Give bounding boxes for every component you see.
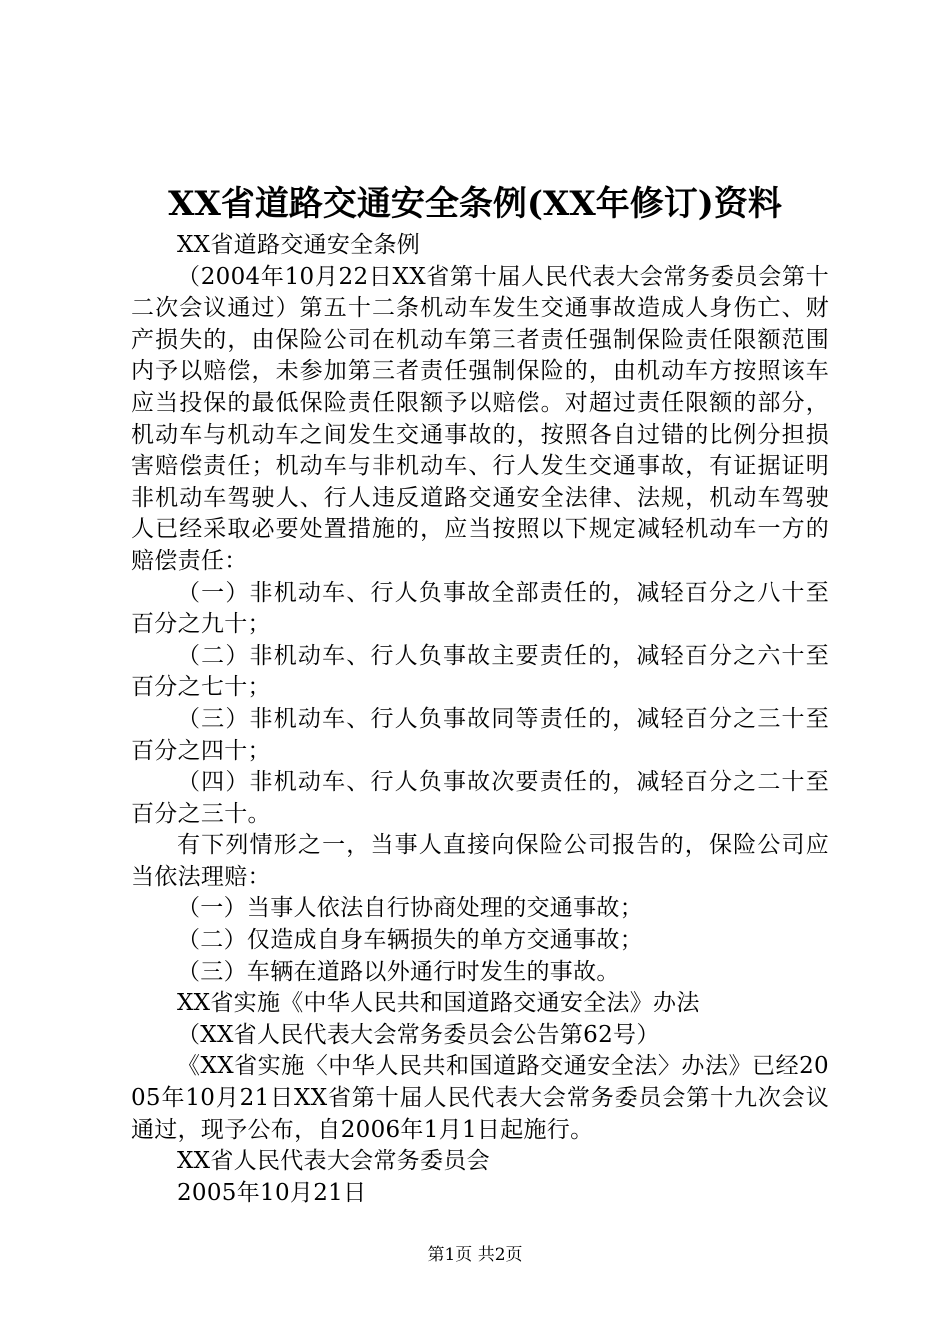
list-item: （四）非机动车、行人负事故次要责任的，减轻百分之二十至百分之三十。 — [131, 769, 829, 827]
paragraph: 有下列情形之一，当事人直接向保险公司报告的，保险公司应当依法理赔： — [131, 832, 829, 890]
list-item: （三）车辆在道路以外通行时发生的事故。 — [177, 958, 620, 985]
signature-date: 2005年10月21日 — [177, 1179, 367, 1206]
document-body — [131, 230, 829, 1209]
list-item: （一）当事人依法自行协商处理的交通事故； — [177, 895, 643, 922]
paragraph: 《XX省实施〈中华人民共和国道路交通安全法〉办法》已经2005年10月21日XX省第十届人民代表大会常务委员会第十九次会议通过，现予公布，自2006年1月1日起施行。 — [131, 1053, 829, 1143]
list-item: （二）仅造成自身车辆损失的单方交通事故； — [177, 927, 643, 954]
list-item: （二）非机动车、行人负事故主要责任的，减轻百分之六十至百分之七十； — [131, 642, 829, 701]
page-footer: 第1页 共2页 — [427, 1245, 523, 1265]
list-item: （三）非机动车、行人负事故同等责任的，减轻百分之三十至百分之四十； — [131, 705, 829, 764]
list-item: （一）非机动车、行人负事故全部责任的，减轻百分之八十至百分之九十； — [131, 579, 829, 638]
section-heading: XX省实施《中华人民共和国道路交通安全法》办法 — [177, 990, 700, 1017]
paragraph: （XX省人民代表大会常务委员会公告第62号） — [177, 1021, 660, 1048]
paragraph: XX省道路交通安全条例 — [177, 232, 421, 258]
document-title: XX省道路交通安全条例(XX年修订)资料 — [168, 184, 782, 224]
signature-issuer: XX省人民代表大会常务委员会 — [177, 1148, 490, 1175]
paragraph: （2004年10月22日XX省第十届人民代表大会常务委员会第十二次会议通过）第五十二条机动车发生交通事故造成人身伤亡、财产损失的，由保险公司在机动车第三者责任强制保险责任限额范围内予以赔偿，未参加第三者责任强制保险的，由机动车方按照该车应当投保的最低保险责任限额予以赔偿。对超过责任限额的部分，机动车与机动车之间发生交通事故的，按照各自过错的比例分担损害赔偿责任；机动车与非机动车、行人发生交通事故，有证据证明非机动车驾驶人、行人违反道路交通安全法律、法规，机动车驾驶人已经采取必要处置措施的，应当按照以下规定减轻机动车一方的赔偿责任： — [131, 263, 829, 574]
